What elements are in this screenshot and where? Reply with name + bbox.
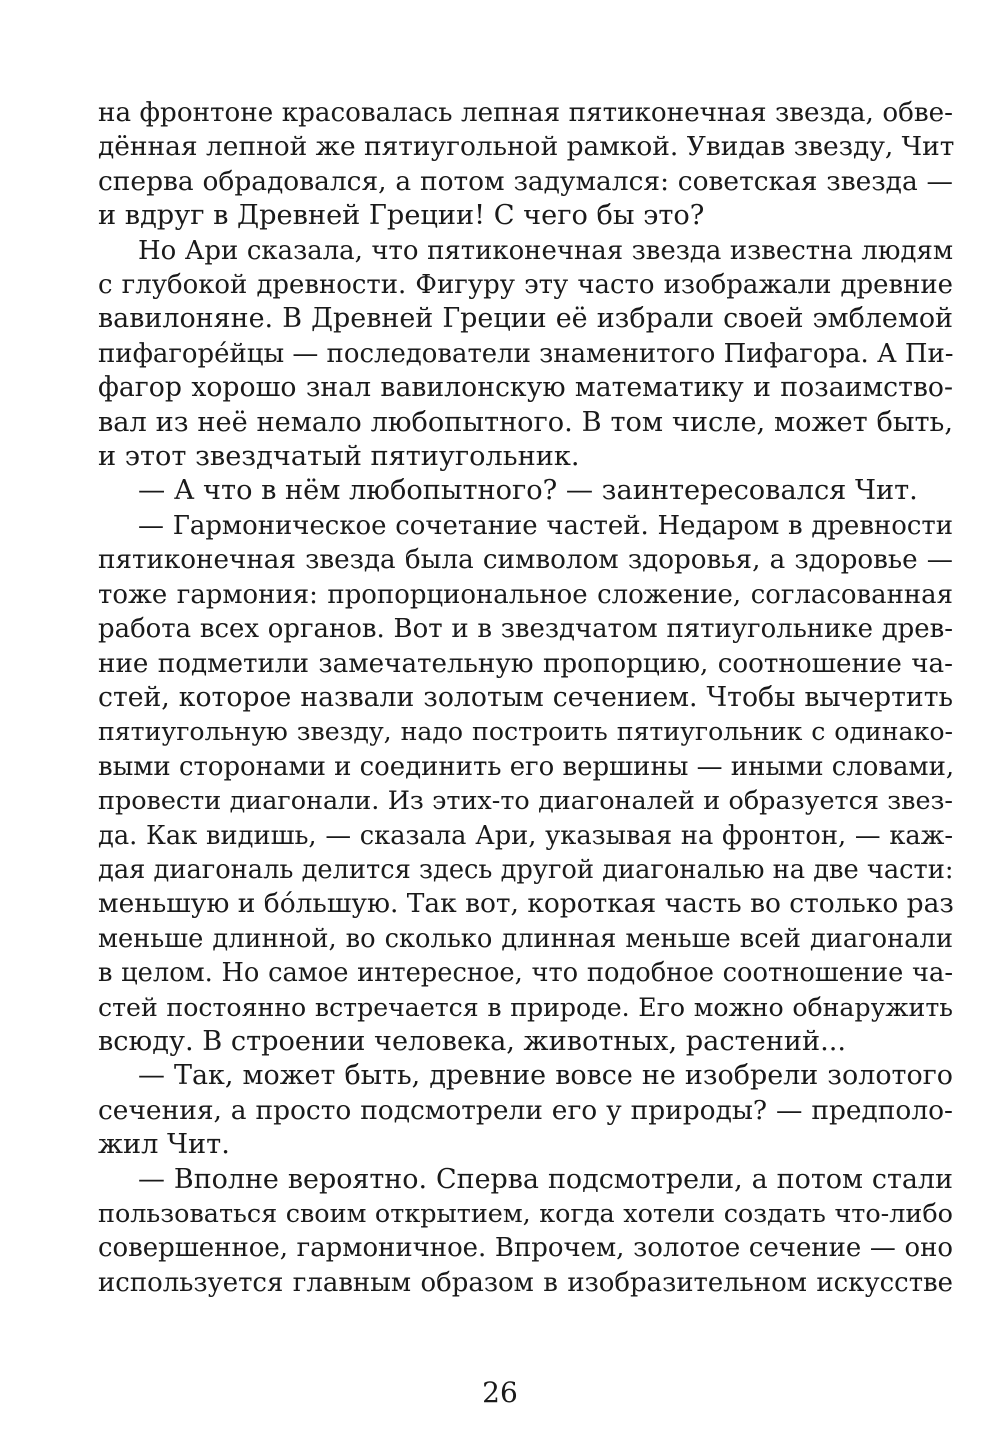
text-line: вал из неё немало любопытного. В том числе, может быть, <box>98 406 953 438</box>
text-line: стей, которое назвали золотым сечением. Чтобы вычертить <box>98 681 953 713</box>
text-line: на фронтоне красовалась лепная пятиконечная звезда, обве- <box>98 98 953 128</box>
text-line: Но Ари сказала, что пятиконечная звезда известна людям <box>138 235 953 266</box>
text-line: пятиконечная звезда была символом здоровья, а здоровье — <box>98 545 953 576</box>
text-line: да. Как видишь, — сказала Ари, указывая на фронтон, — каж- <box>98 820 953 851</box>
text-line: меньшую и бо́льшую. Так вот, короткая часть во столько раз <box>98 888 954 920</box>
text-line: сперва обрадовался, а потом задумался: советская звезда — <box>98 165 953 197</box>
text-line: сечения, а просто подсмотрели его у природы? — предполо- <box>98 1094 953 1126</box>
text-line: всюду. В строении человека, животных, растений... <box>98 1025 847 1057</box>
text-line: с глубокой древности. Фигуру эту часто изображали древние <box>98 270 953 301</box>
text-line: меньше длинной, во сколько длинная меньше всей диагонали <box>98 923 953 954</box>
text-line: ние подметили замечательную пропорцию, соотношение ча- <box>98 648 953 679</box>
text-line: совершенное, гармоничное. Впрочем, золотое сечение — оно <box>98 1233 953 1264</box>
text-line: используется главным образом в изобразительном искусстве <box>98 1267 953 1298</box>
text-line: пользоваться своим открытием, когда хотели создать что-либо <box>98 1199 953 1229</box>
text-line: работа всех органов. Вот и в звездчатом пятиугольнике древ- <box>98 614 953 645</box>
text-line: дая диагональ делится здесь другой диагональю на две части: <box>98 854 954 885</box>
text-line: — Так, может быть, древние вовсе не изобрели золотого <box>138 1060 953 1092</box>
text-line: тоже гармония: пропорциональное сложение, согласованная <box>98 579 953 610</box>
text-line: — Гармоническое сочетание частей. Недаром в древности <box>138 510 953 541</box>
text-line: пятиугольную звезду, надо построить пятиугольник с одинако- <box>98 717 953 747</box>
text-line: жил Чит. <box>98 1129 230 1161</box>
text-line: и вдруг в Древней Греции! С чего бы это? <box>98 200 705 232</box>
text-line: провести диагонали. Из этих-то диагоналей и образуется звез- <box>98 786 953 817</box>
text-line: пифагоре́йцы — последователи знаменитого Пифагора. А Пи- <box>98 338 954 369</box>
page-body <box>98 96 953 1300</box>
text-line: стей постоянно встречается в природе. Его можно обнаружить <box>98 992 953 1022</box>
text-line: — Вполне вероятно. Сперва подсмотрели, а потом стали <box>138 1163 953 1195</box>
text-line: дённая лепной же пятиугольной рамкой. Увидав звезду, Чит <box>98 131 955 163</box>
text-line: — А что в нём любопытного? — заинтересовался Чит. <box>138 475 918 507</box>
text-line: выми сторонами и соединить его вершины — иными словами, <box>98 751 955 782</box>
text-line: и этот звездчатый пятиугольник. <box>98 441 580 473</box>
text-line: вавилоняне. В Древней Греции её избрали своей эмблемой <box>98 303 953 335</box>
text-line: в целом. Но самое интересное, что подобное соотношение ча- <box>98 958 953 989</box>
page-number: 26 <box>482 1376 518 1409</box>
text-line: фагор хорошо знал вавилонскую математику и позаимство- <box>98 372 953 404</box>
